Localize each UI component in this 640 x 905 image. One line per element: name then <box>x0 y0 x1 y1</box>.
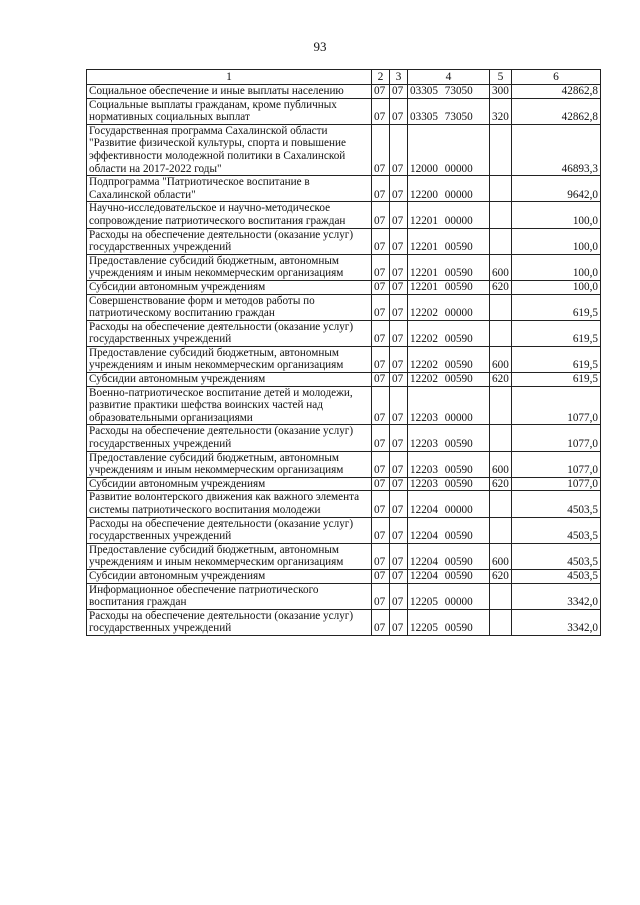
row-section-code: 07 <box>372 280 390 294</box>
row-section-code: 07 <box>372 320 390 346</box>
row-expense-type <box>490 228 512 254</box>
row-amount: 619,5 <box>512 320 601 346</box>
row-subsection-code: 07 <box>390 451 408 477</box>
row-amount: 619,5 <box>512 346 601 372</box>
table-row <box>87 280 601 294</box>
budget-table <box>86 69 601 636</box>
table-row <box>87 373 601 387</box>
row-expense-type <box>490 294 512 320</box>
row-name: Расходы на обеспечение деятельности (оказание услуг) государственных учреждений <box>87 425 372 451</box>
row-amount: 619,5 <box>512 373 601 387</box>
row-subsection-code: 07 <box>390 609 408 635</box>
row-amount: 619,5 <box>512 294 601 320</box>
row-subsection-code: 07 <box>390 254 408 280</box>
row-section-code: 07 <box>372 254 390 280</box>
row-amount: 1077,0 <box>512 477 601 491</box>
row-name: Предоставление субсидий бюджетным, автономным учреждениям и иным некоммерческим организациям <box>87 346 372 372</box>
row-subsection-code: 07 <box>390 176 408 202</box>
column-header: 6 <box>512 70 601 85</box>
row-target-article: 12200 00000 <box>408 176 490 202</box>
row-amount: 4503,5 <box>512 491 601 517</box>
row-expense-type: 600 <box>490 543 512 569</box>
row-name: Субсидии автономным учреждениям <box>87 477 372 491</box>
row-section-code: 07 <box>372 609 390 635</box>
row-subsection-code: 07 <box>390 320 408 346</box>
table-row <box>87 477 601 491</box>
row-name: Информационное обеспечение патриотического воспитания граждан <box>87 583 372 609</box>
row-target-article: 12204 00590 <box>408 517 490 543</box>
row-section-code: 07 <box>372 386 390 425</box>
row-target-article: 12201 00590 <box>408 228 490 254</box>
row-name: Совершенствование форм и методов работы по патриотическому воспитанию граждан <box>87 294 372 320</box>
row-section-code: 07 <box>372 98 390 124</box>
row-subsection-code: 07 <box>390 491 408 517</box>
row-section-code: 07 <box>372 294 390 320</box>
row-amount: 1077,0 <box>512 425 601 451</box>
column-header: 2 <box>372 70 390 85</box>
table-row <box>87 451 601 477</box>
row-name: Субсидии автономным учреждениям <box>87 280 372 294</box>
table-row <box>87 543 601 569</box>
row-amount: 3342,0 <box>512 583 601 609</box>
table-row <box>87 517 601 543</box>
row-amount: 42862,8 <box>512 98 601 124</box>
row-subsection-code: 07 <box>390 517 408 543</box>
row-expense-type: 620 <box>490 477 512 491</box>
row-expense-type <box>490 491 512 517</box>
row-target-article: 12203 00000 <box>408 386 490 425</box>
row-target-article: 12202 00590 <box>408 373 490 387</box>
row-section-code: 07 <box>372 543 390 569</box>
row-name: Предоставление субсидий бюджетным, автономным учреждениям и иным некоммерческим организациям <box>87 451 372 477</box>
row-expense-type: 620 <box>490 569 512 583</box>
page-number: 93 <box>313 39 327 54</box>
row-target-article: 12201 00590 <box>408 254 490 280</box>
row-target-article: 12204 00590 <box>408 569 490 583</box>
row-section-code: 07 <box>372 517 390 543</box>
row-expense-type: 600 <box>490 346 512 372</box>
row-subsection-code: 07 <box>390 569 408 583</box>
row-section-code: 07 <box>372 124 390 175</box>
row-amount: 4503,5 <box>512 569 601 583</box>
row-subsection-code: 07 <box>390 294 408 320</box>
row-expense-type: 300 <box>490 85 512 99</box>
row-name: Расходы на обеспечение деятельности (оказание услуг) государственных учреждений <box>87 228 372 254</box>
row-expense-type <box>490 583 512 609</box>
row-name: Развитие волонтерского движения как важного элемента системы патриотического воспитания молодежи <box>87 491 372 517</box>
table-row <box>87 346 601 372</box>
row-target-article: 12204 00000 <box>408 491 490 517</box>
table-row <box>87 254 601 280</box>
row-name: Социальные выплаты гражданам, кроме публичных нормативных социальных выплат <box>87 98 372 124</box>
row-section-code: 07 <box>372 346 390 372</box>
row-target-article: 12203 00590 <box>408 477 490 491</box>
row-subsection-code: 07 <box>390 280 408 294</box>
row-name: Расходы на обеспечение деятельности (оказание услуг) государственных учреждений <box>87 609 372 635</box>
table-header-row <box>87 70 601 85</box>
row-expense-type <box>490 202 512 228</box>
row-section-code: 07 <box>372 425 390 451</box>
row-expense-type <box>490 517 512 543</box>
row-expense-type: 320 <box>490 98 512 124</box>
row-target-article: 12000 00000 <box>408 124 490 175</box>
table-row <box>87 386 601 425</box>
table-row <box>87 425 601 451</box>
row-section-code: 07 <box>372 451 390 477</box>
row-subsection-code: 07 <box>390 346 408 372</box>
row-expense-type: 600 <box>490 254 512 280</box>
table-row <box>87 320 601 346</box>
table-row <box>87 609 601 635</box>
table-row <box>87 202 601 228</box>
row-target-article: 12202 00590 <box>408 320 490 346</box>
row-expense-type <box>490 176 512 202</box>
table-row <box>87 583 601 609</box>
row-expense-type <box>490 609 512 635</box>
row-subsection-code: 07 <box>390 98 408 124</box>
row-target-article: 12203 00590 <box>408 451 490 477</box>
table-row <box>87 228 601 254</box>
row-amount: 46893,3 <box>512 124 601 175</box>
row-section-code: 07 <box>372 477 390 491</box>
row-amount: 4503,5 <box>512 517 601 543</box>
row-target-article: 12204 00590 <box>408 543 490 569</box>
row-subsection-code: 07 <box>390 124 408 175</box>
row-section-code: 07 <box>372 569 390 583</box>
row-name: Субсидии автономным учреждениям <box>87 569 372 583</box>
row-amount: 1077,0 <box>512 451 601 477</box>
row-amount: 100,0 <box>512 254 601 280</box>
row-expense-type: 620 <box>490 373 512 387</box>
row-target-article: 12202 00590 <box>408 346 490 372</box>
row-target-article: 12201 00590 <box>408 280 490 294</box>
row-expense-type <box>490 320 512 346</box>
row-subsection-code: 07 <box>390 477 408 491</box>
column-header: 5 <box>490 70 512 85</box>
row-expense-type: 620 <box>490 280 512 294</box>
row-name: Научно-исследовательское и научно-методическое сопровождение патриотического воспитания граждан <box>87 202 372 228</box>
row-amount: 100,0 <box>512 280 601 294</box>
row-subsection-code: 07 <box>390 425 408 451</box>
table-row <box>87 98 601 124</box>
row-subsection-code: 07 <box>390 373 408 387</box>
row-amount: 4503,5 <box>512 543 601 569</box>
row-subsection-code: 07 <box>390 543 408 569</box>
row-expense-type <box>490 425 512 451</box>
row-name: Военно-патриотическое воспитание детей и молодежи, развитие практики шефства воинских частей над образовательными организациями <box>87 386 372 425</box>
row-subsection-code: 07 <box>390 583 408 609</box>
row-target-article: 03305 73050 <box>408 85 490 99</box>
row-name: Расходы на обеспечение деятельности (оказание услуг) государственных учреждений <box>87 517 372 543</box>
row-target-article: 12201 00000 <box>408 202 490 228</box>
table-row <box>87 85 601 99</box>
row-target-article: 12202 00000 <box>408 294 490 320</box>
row-section-code: 07 <box>372 176 390 202</box>
row-amount: 1077,0 <box>512 386 601 425</box>
column-header: 3 <box>390 70 408 85</box>
row-subsection-code: 07 <box>390 85 408 99</box>
row-expense-type <box>490 124 512 175</box>
row-amount: 9642,0 <box>512 176 601 202</box>
row-subsection-code: 07 <box>390 386 408 425</box>
row-amount: 42862,8 <box>512 85 601 99</box>
row-section-code: 07 <box>372 85 390 99</box>
row-name: Расходы на обеспечение деятельности (оказание услуг) государственных учреждений <box>87 320 372 346</box>
row-target-article: 12205 00000 <box>408 583 490 609</box>
table-row <box>87 124 601 175</box>
row-section-code: 07 <box>372 583 390 609</box>
row-target-article: 12205 00590 <box>408 609 490 635</box>
column-header: 1 <box>87 70 372 85</box>
row-name: Государственная программа Сахалинской области "Развитие физической культуры, спорта и повышение эффективности молодежной политики в Сахалинской области на 2017-2022 годы" <box>87 124 372 175</box>
table-row <box>87 569 601 583</box>
row-name: Подпрограмма "Патриотическое воспитание в Сахалинской области" <box>87 176 372 202</box>
row-section-code: 07 <box>372 202 390 228</box>
row-amount: 3342,0 <box>512 609 601 635</box>
row-expense-type <box>490 386 512 425</box>
row-expense-type: 600 <box>490 451 512 477</box>
row-subsection-code: 07 <box>390 202 408 228</box>
row-amount: 100,0 <box>512 228 601 254</box>
row-name: Предоставление субсидий бюджетным, автономным учреждениям и иным некоммерческим организациям <box>87 543 372 569</box>
row-amount: 100,0 <box>512 202 601 228</box>
row-subsection-code: 07 <box>390 228 408 254</box>
row-section-code: 07 <box>372 373 390 387</box>
table-row <box>87 294 601 320</box>
row-section-code: 07 <box>372 228 390 254</box>
row-name: Субсидии автономным учреждениям <box>87 373 372 387</box>
table-row <box>87 491 601 517</box>
row-target-article: 12203 00590 <box>408 425 490 451</box>
table-row <box>87 176 601 202</box>
row-target-article: 03305 73050 <box>408 98 490 124</box>
row-name: Социальное обеспечение и иные выплаты населению <box>87 85 372 99</box>
column-header: 4 <box>408 70 490 85</box>
row-name: Предоставление субсидий бюджетным, автономным учреждениям и иным некоммерческим организациям <box>87 254 372 280</box>
row-section-code: 07 <box>372 491 390 517</box>
